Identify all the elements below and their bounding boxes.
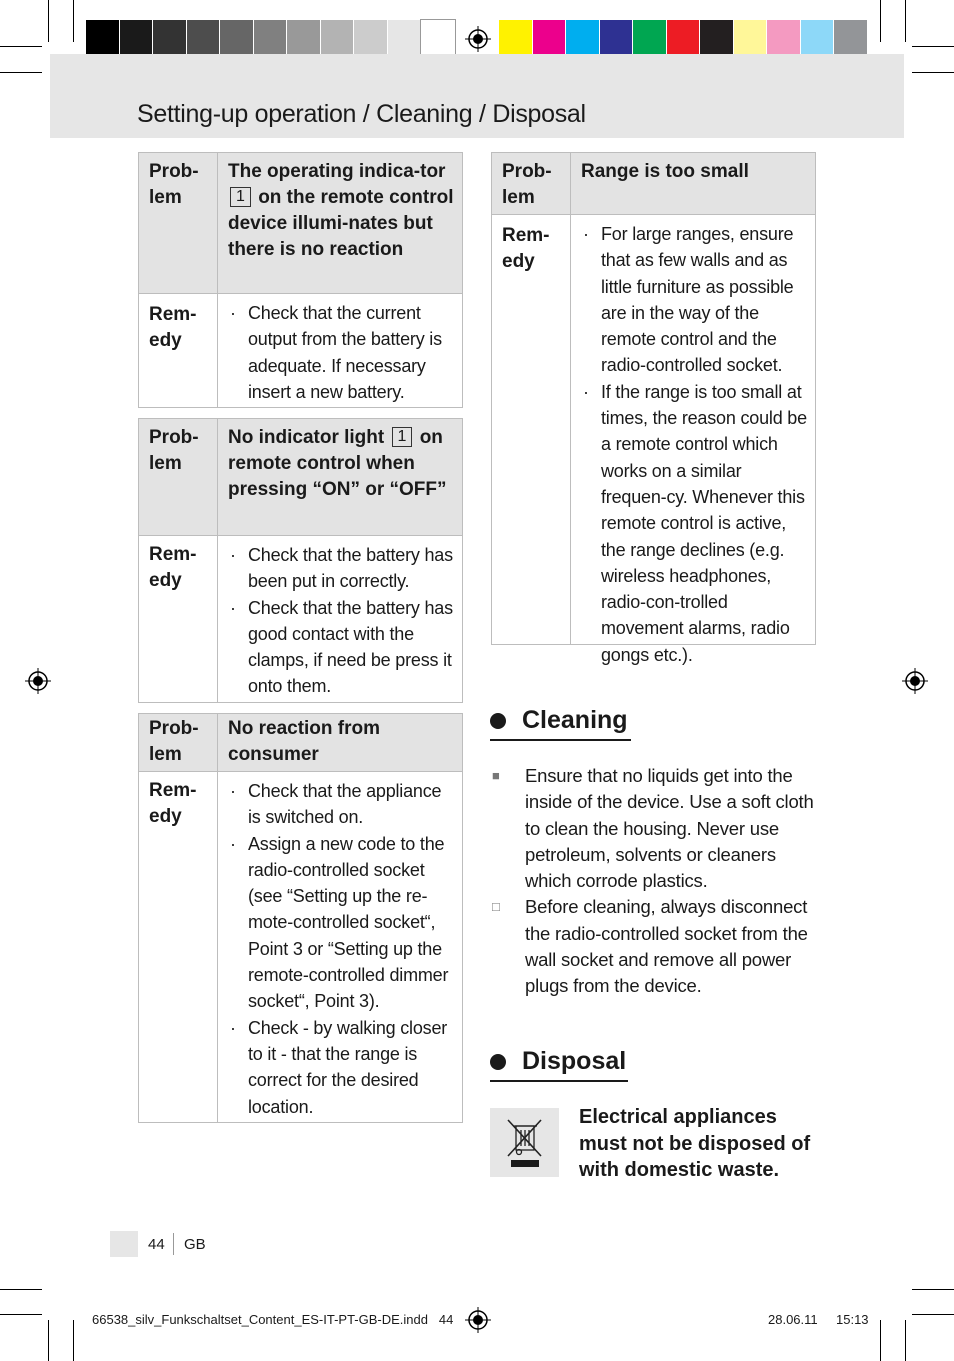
color-swatch	[734, 20, 768, 54]
empty-square-icon: □	[492, 899, 500, 915]
problem-text: Range is too small	[581, 161, 749, 182]
registration-mark-icon	[902, 668, 928, 694]
registration-mark-icon	[465, 26, 491, 52]
crop-mark	[0, 72, 42, 73]
color-swatch	[187, 20, 221, 54]
gray-color-bar	[86, 20, 455, 54]
problem-label: Prob- lem	[139, 714, 218, 771]
disposal-warning: Electrical appliances must not be disposed of with domestic waste.	[579, 1106, 811, 1181]
color-swatch	[700, 20, 734, 54]
remedy-item: · Check that the battery has good contact with the clamps, if need be press it onto them.	[228, 595, 454, 700]
color-swatch	[287, 20, 321, 54]
crop-mark	[905, 0, 906, 42]
color-swatch	[600, 20, 634, 54]
remedy-item: · For large ranges, ensure that as few walls and as little furniture as possible are in the way of the remote control and the radio-controlled socket.	[581, 221, 807, 379]
color-swatch	[86, 20, 120, 54]
footer-tab	[110, 1231, 138, 1257]
crop-mark	[73, 0, 74, 42]
crop-mark	[73, 1320, 74, 1361]
footer-divider	[173, 1233, 174, 1255]
page-number: 44	[148, 1236, 165, 1253]
problem-table-2	[138, 418, 463, 703]
color-swatch	[499, 20, 533, 54]
problem-table-1	[138, 152, 463, 408]
problem-table-4	[491, 152, 816, 665]
problem-text: No indicator light 1 on remote control when pressing “ON” or “OFF”	[228, 427, 447, 500]
remedy-item: · Check - by walking closer to it - that the range is correct for the desired location.	[228, 1015, 454, 1120]
color-swatch	[801, 20, 835, 54]
bullet-dot-icon	[490, 1054, 506, 1070]
crop-mark	[880, 1320, 881, 1361]
process-color-bar	[499, 20, 868, 54]
crop-mark	[48, 0, 49, 42]
problem-label: Prob- lem	[139, 153, 218, 293]
crossed-out-wheelie-bin-icon	[490, 1108, 559, 1177]
color-swatch	[220, 20, 254, 54]
cleaning-item: ■ Ensure that no liquids get into the inside of the device. Use a soft cloth to clean the housing. Never use petroleum, solvents or cleaners which corrode plastics.	[492, 765, 814, 892]
color-swatch	[153, 20, 187, 54]
crop-mark	[0, 1314, 42, 1315]
crop-mark	[912, 1289, 954, 1290]
color-swatch	[566, 20, 600, 54]
color-swatch	[533, 20, 567, 54]
color-swatch	[120, 20, 154, 54]
crop-mark	[48, 1320, 49, 1361]
remedy-item: · Check that the battery has been put in correctly.	[228, 542, 454, 595]
crop-mark	[0, 1289, 42, 1290]
disposal-heading: Disposal	[490, 1047, 626, 1076]
filled-square-icon: ■	[492, 768, 500, 783]
heading-underline	[490, 1080, 628, 1082]
remedy-item: · Assign a new code to the radio-controlled socket (see “Setting up the re-mote-controlled socket“, Point 3 or “Setting up the remote-controlled dimmer socket“, Point 3).	[228, 831, 454, 1015]
color-swatch	[354, 20, 388, 54]
indicator-number: 1	[230, 187, 251, 207]
color-swatch	[834, 20, 868, 54]
crop-mark	[912, 72, 954, 73]
color-swatch	[321, 20, 355, 54]
crop-mark	[905, 1320, 906, 1361]
remedy-item: · If the range is too small at times, the reason could be a remote control which works on a similar frequen-cy. Whenever this remote control is active, the range declines (e.g. wireless headphones, radio-con-trolled movement alarms, radio gongs etc.).	[581, 379, 807, 668]
registration-mark-icon	[25, 668, 51, 694]
remedy-list	[228, 542, 454, 700]
page-title: Setting-up operation / Cleaning / Disposal	[137, 100, 586, 128]
remedy-item: · Check that the current output from the battery is adequate. If necessary insert a new battery.	[228, 300, 454, 405]
crop-mark	[880, 0, 881, 42]
problem-text: The operating indica-tor 1 on the remote control device illumi-nates but there is no reaction	[228, 161, 454, 260]
crop-mark	[912, 46, 954, 47]
remedy-label: Rem- edy	[139, 294, 218, 407]
heading-underline	[490, 739, 631, 741]
color-swatch	[388, 20, 422, 54]
color-swatch	[633, 20, 667, 54]
problem-label: Prob- lem	[492, 153, 571, 214]
remedy-list	[228, 778, 454, 1120]
crop-mark	[0, 46, 42, 47]
problem-label: Prob- lem	[139, 419, 218, 535]
slug-time: 15:13	[836, 1312, 869, 1327]
cleaning-heading: Cleaning	[490, 706, 628, 735]
remedy-item: · Check that the appliance is switched on.	[228, 778, 454, 831]
indicator-number: 1	[392, 427, 413, 447]
problem-text: No reaction from consumer	[228, 718, 381, 765]
remedy-label: Rem- edy	[139, 772, 218, 1122]
language-code: GB	[184, 1236, 206, 1253]
cleaning-list	[490, 763, 820, 1000]
remedy-label: Rem- edy	[492, 215, 571, 644]
registration-mark-icon	[465, 1307, 491, 1333]
color-swatch	[254, 20, 288, 54]
remedy-label: Rem- edy	[139, 536, 218, 702]
problem-table-3	[138, 713, 463, 1123]
color-swatch	[421, 20, 455, 54]
crop-mark	[912, 1314, 954, 1315]
color-swatch	[767, 20, 801, 54]
slug-date: 28.06.11	[768, 1312, 818, 1327]
bullet-dot-icon	[490, 713, 506, 729]
cleaning-item: □ Before cleaning, always disconnect the radio-controlled socket from the wall socket and remove all power plugs from the device.	[492, 896, 808, 997]
color-swatch	[667, 20, 701, 54]
remedy-list	[228, 300, 454, 405]
remedy-list	[581, 221, 807, 668]
slug-filename: 66538_silv_Funkschaltset_Content_ES-IT-PT-GB-DE.indd 44	[92, 1312, 454, 1327]
